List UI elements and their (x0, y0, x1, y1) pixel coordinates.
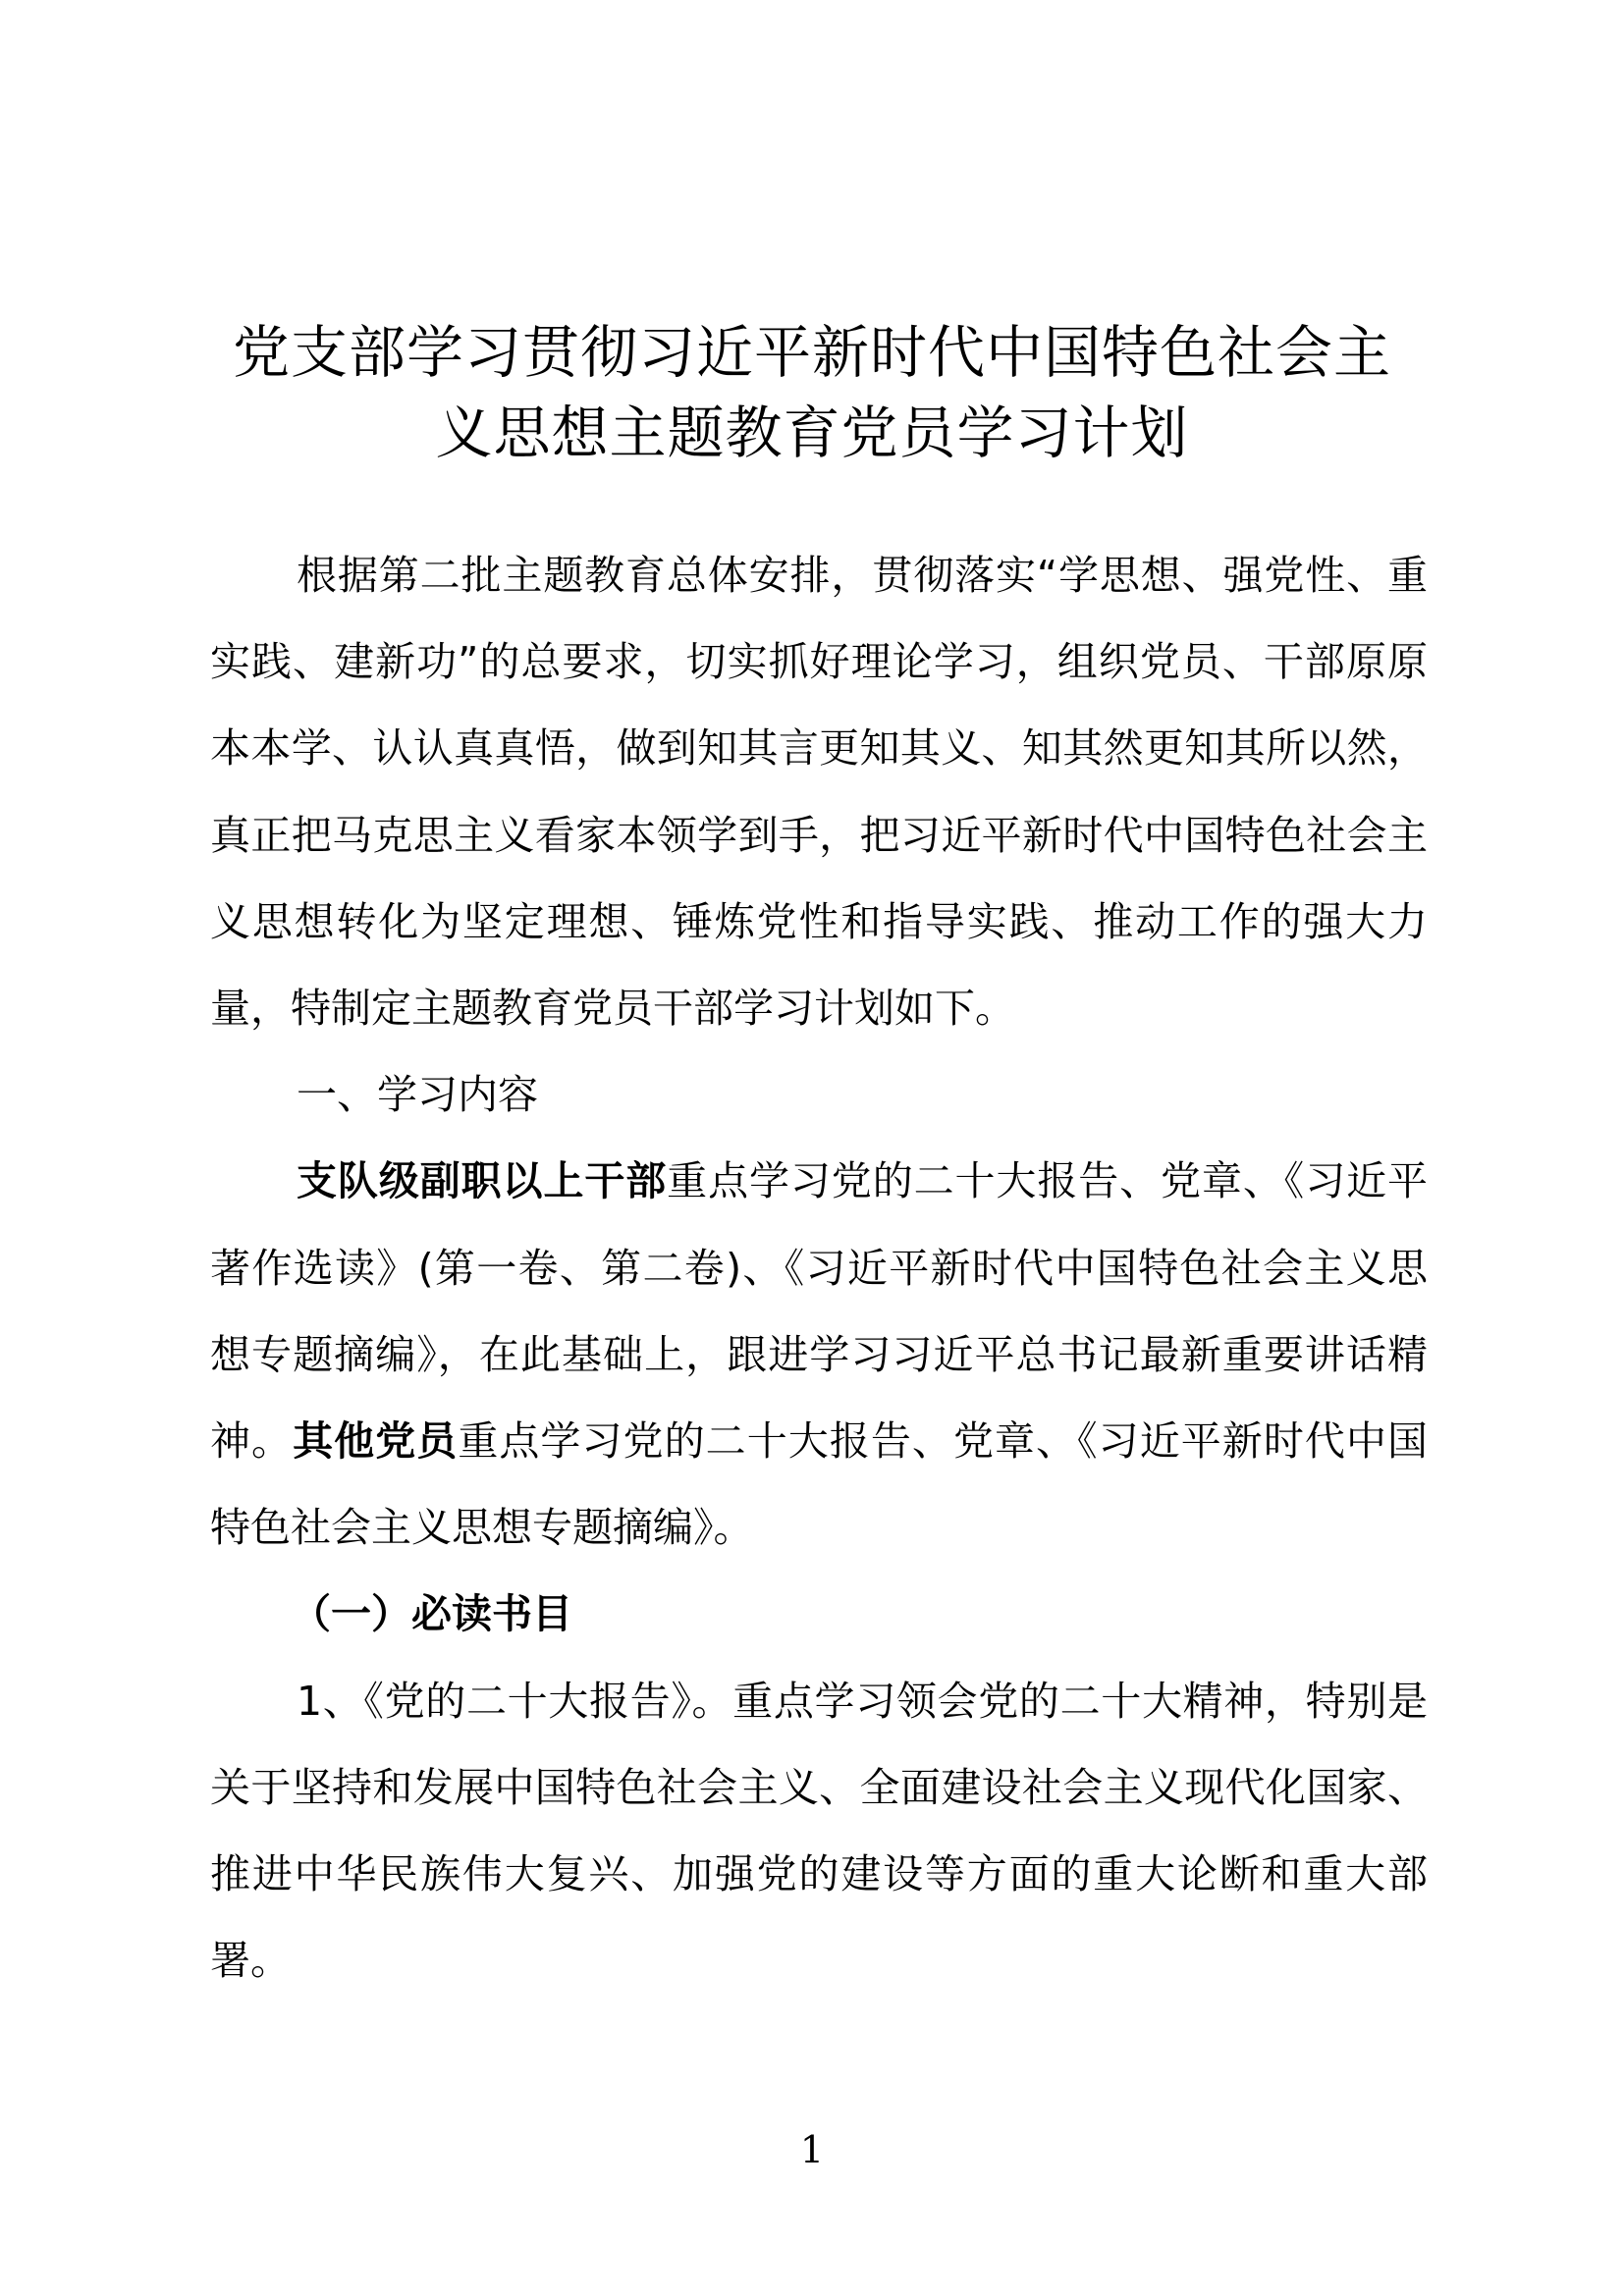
bold-cadre-label: 支队级副职以上干部 (297, 1157, 668, 1205)
bold-members-label: 其他党员 (293, 1417, 459, 1466)
page-number: 1 (799, 2128, 825, 2171)
title-line-2: 义思想主题教育党员学习计划 (435, 400, 1189, 466)
reading-item-1: 1、《党的二十大报告》。重点学习领会党的二十大精神，特别是关于坚持和发展中国特色社会主义、全面建设社会主义现代化国家、推进中华民族伟大复兴、加强党的建设等方面的重大论断和重大部署。 (210, 1677, 1428, 1985)
subsection-heading-required-reading: （一）必读书目 (291, 1590, 572, 1638)
members-study-text: 重点学习党的二十大报告、党章、《习近平新时代中国特色社会主义思想专题摘编》。 (210, 1417, 1429, 1552)
cadre-study-text: 重点学习党的二十大报告、党章、《习近平著作选读》(第一卷、第二卷)、《习近平新时代中国特色社会主义思想专题摘编》，在此基础上，跟进学习习近平总书记最新重要讲话精神。 (210, 1157, 1429, 1466)
document-title (147, 312, 1477, 473)
title-line-1: 党支部学习贯彻习近平新时代中国特色社会主 (232, 319, 1391, 386)
study-content-paragraph (210, 1138, 1428, 1571)
section-heading-study-content: 一、学习内容 (297, 1071, 538, 1119)
document-body (210, 532, 1428, 2003)
intro-paragraph: 根据第二批主题教育总体安排，贯彻落实“学思想、强党性、重实践、建新功”的总要求，切实抓好理论学习，组织党员、干部原原本本学、认认真真悟，做到知其言更知其义、知其然更知其所以然，真正把马克思主义看家本领学到手，把习近平新时代中国特色社会主义思想转化为坚定理想、锤炼党性和指导实践、推动工作的强大力量，特制定主题教育党员干部学习计划如下。 (210, 552, 1428, 1033)
